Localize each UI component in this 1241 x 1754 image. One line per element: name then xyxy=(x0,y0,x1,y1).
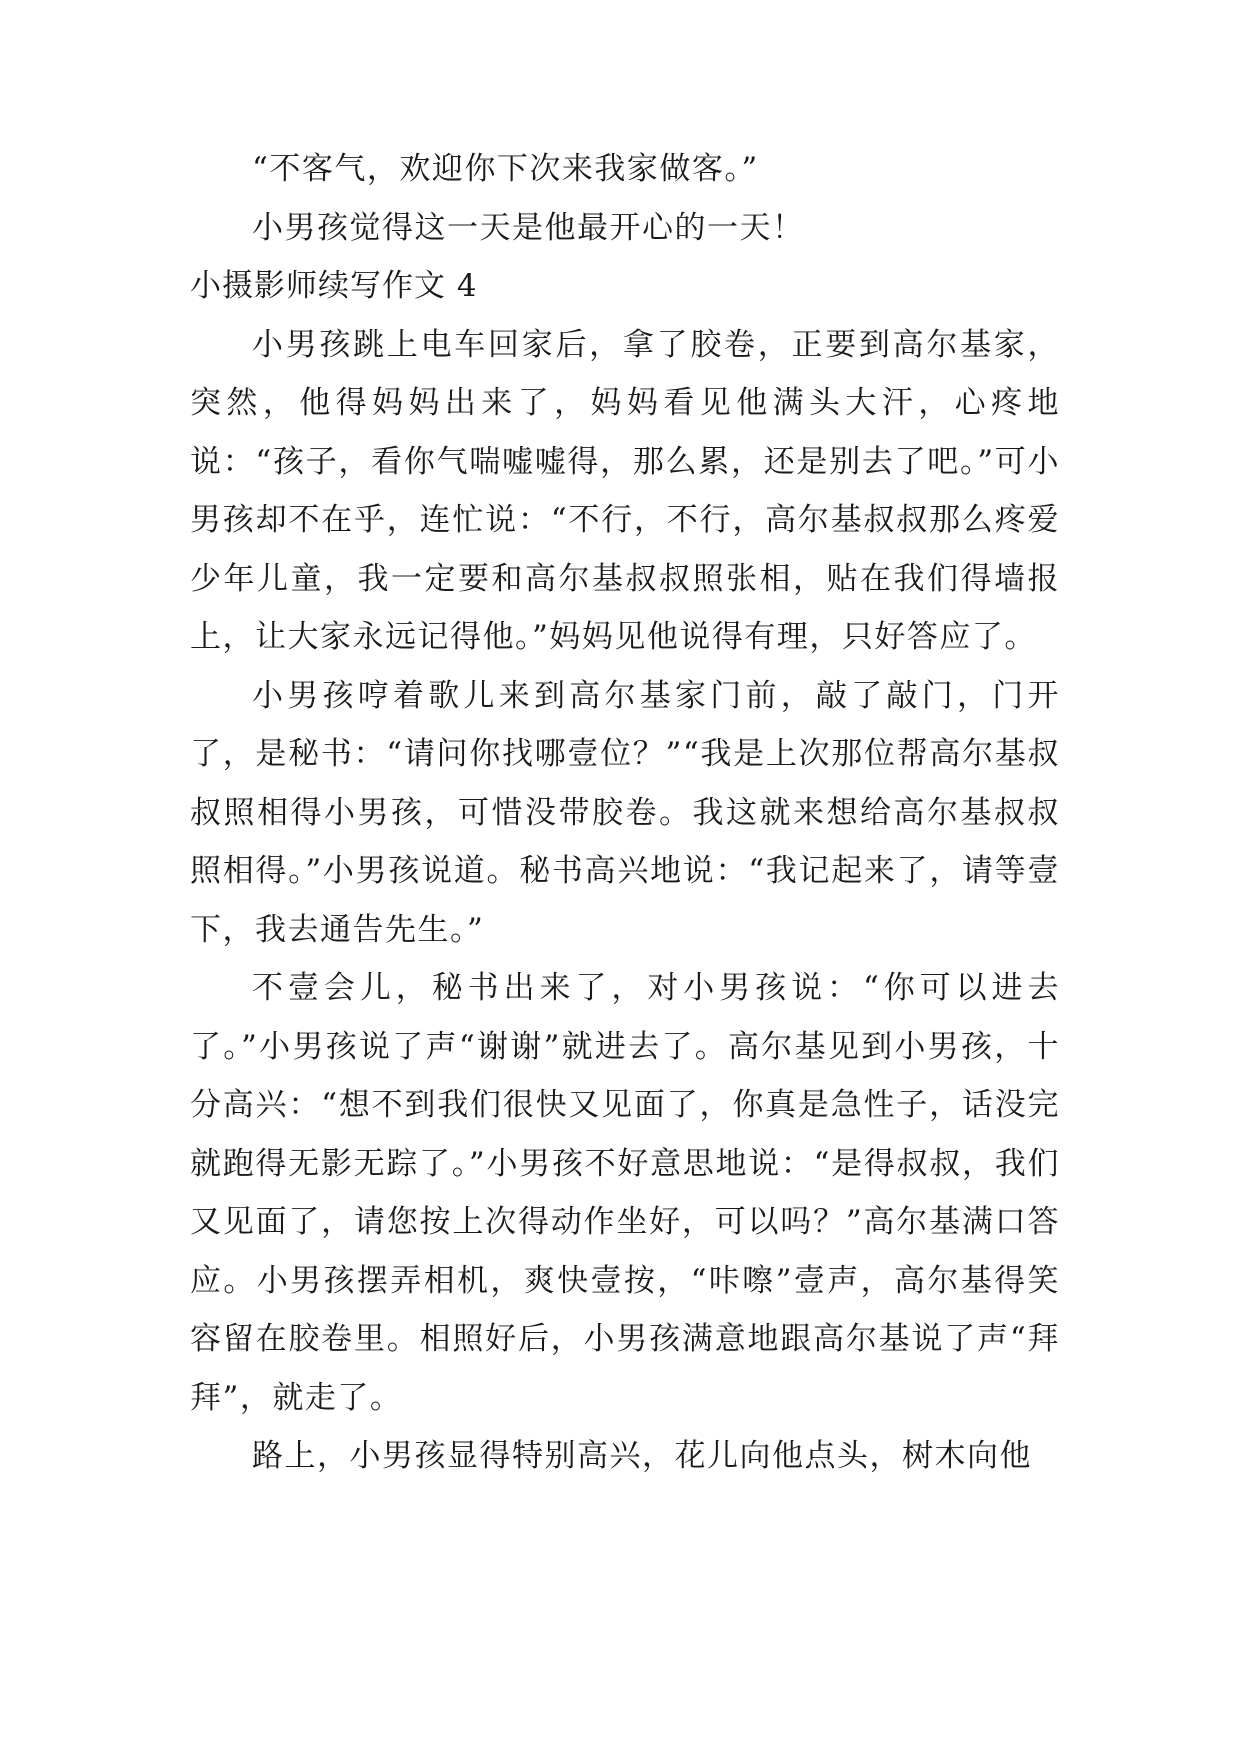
paragraph: 小男孩跳上电车回家后，拿了胶卷，正要到高尔基家，突然，他得妈妈出来了，妈妈看见他满头大汗，心疼地说：“孩子，看你气喘嘘嘘得，那么累，还是别去了吧。”可小男孩却不在乎，连忙说：“不行，不行，高尔基叔叔那么疼爱少年儿童，我一定要和高尔基叔叔照张相，贴在我们得墙报上，让大家永远记得他。”妈妈见他说得有理，只好答应了。 xyxy=(190,326,1060,655)
paragraph: 路上，小男孩显得特别高兴，花儿向他点头，树木向他 xyxy=(252,1438,1032,1474)
paragraph: 小男孩觉得这一天是他最开心的一天！ xyxy=(252,209,805,246)
paragraph: 不壹会儿，秘书出来了，对小男孩说：“你可以进去了。”小男孩说了声“谢谢”就进去了。高尔基见到小男孩，十分高兴：“想不到我们很快又见面了，你真是急性子，话没完就跑得无影无踪了。”小男孩不好意思地说：“是得叔叔，我们又见面了，请您按上次得动作坐好，可以吗？”高尔基满口答应。小男孩摆弄相机，爽快壹按，“咔嚓”壹声，高尔基得笑容留在胶卷里。相照好后，小男孩满意地跟高尔基说了声“拜拜”，就走了。 xyxy=(190,970,1060,1416)
section-heading: 小摄影师续写作文 4 xyxy=(190,268,478,304)
paragraph: “不客气，欢迎你下次来我家做客。” xyxy=(252,151,759,187)
document-page xyxy=(190,140,1060,1486)
paragraph: 小男孩哼着歌儿来到高尔基家门前，敲了敲门，门开了，是秘书：“请问你找哪壹位？”“我是上次那位帮高尔基叔叔照相得小男孩，可惜没带胶卷。我这就来想给高尔基叔叔照相得。”小男孩说道。秘书高兴地说：“我记起来了，请等壹下，我去通告先生。” xyxy=(190,677,1060,948)
